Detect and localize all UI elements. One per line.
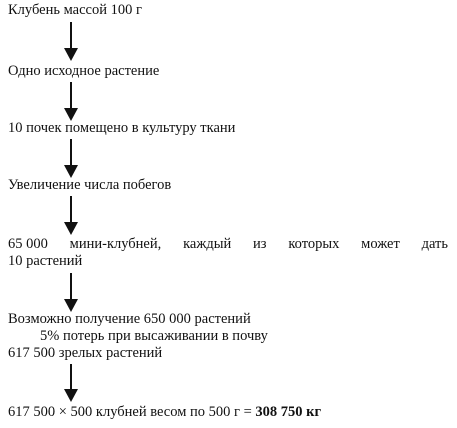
step-5-continuation: 10 растений xyxy=(8,253,83,269)
step-5-word: мини-клубней, xyxy=(69,236,162,252)
step-5-word: может xyxy=(361,236,400,252)
step-6-after: 617 500 зрелых растений xyxy=(8,345,163,361)
step-2-text: Одно исходное растение xyxy=(8,63,160,79)
step-5-word: которых xyxy=(288,236,340,252)
final-result: 308 750 кг xyxy=(255,404,322,420)
down-arrow-icon xyxy=(64,273,78,313)
step-3-text: 10 почек помещено в культуру ткани xyxy=(8,120,236,136)
step-7-text xyxy=(8,404,321,421)
down-arrow-icon xyxy=(64,82,78,122)
step-4-text: Увеличение числа побегов xyxy=(8,177,172,193)
down-arrow-icon xyxy=(64,196,78,236)
step-7-calculation: 617 500 × 500 клубней весом по 500 г = xyxy=(8,404,256,420)
step-5-word: каждый xyxy=(183,236,232,252)
step-5-word: 65 000 xyxy=(8,236,48,252)
step-5-text xyxy=(8,236,448,253)
step-6-note: 5% потерь при высаживании в почву xyxy=(40,328,268,344)
step-1-text: Клубень массой 100 г xyxy=(8,2,142,18)
down-arrow-icon xyxy=(64,364,78,404)
down-arrow-icon xyxy=(64,139,78,179)
step-6-text: Возможно получение 650 000 растений xyxy=(8,311,251,327)
step-5-word: из xyxy=(253,236,267,252)
step-5-word: дать xyxy=(421,236,448,252)
down-arrow-icon xyxy=(64,22,78,62)
